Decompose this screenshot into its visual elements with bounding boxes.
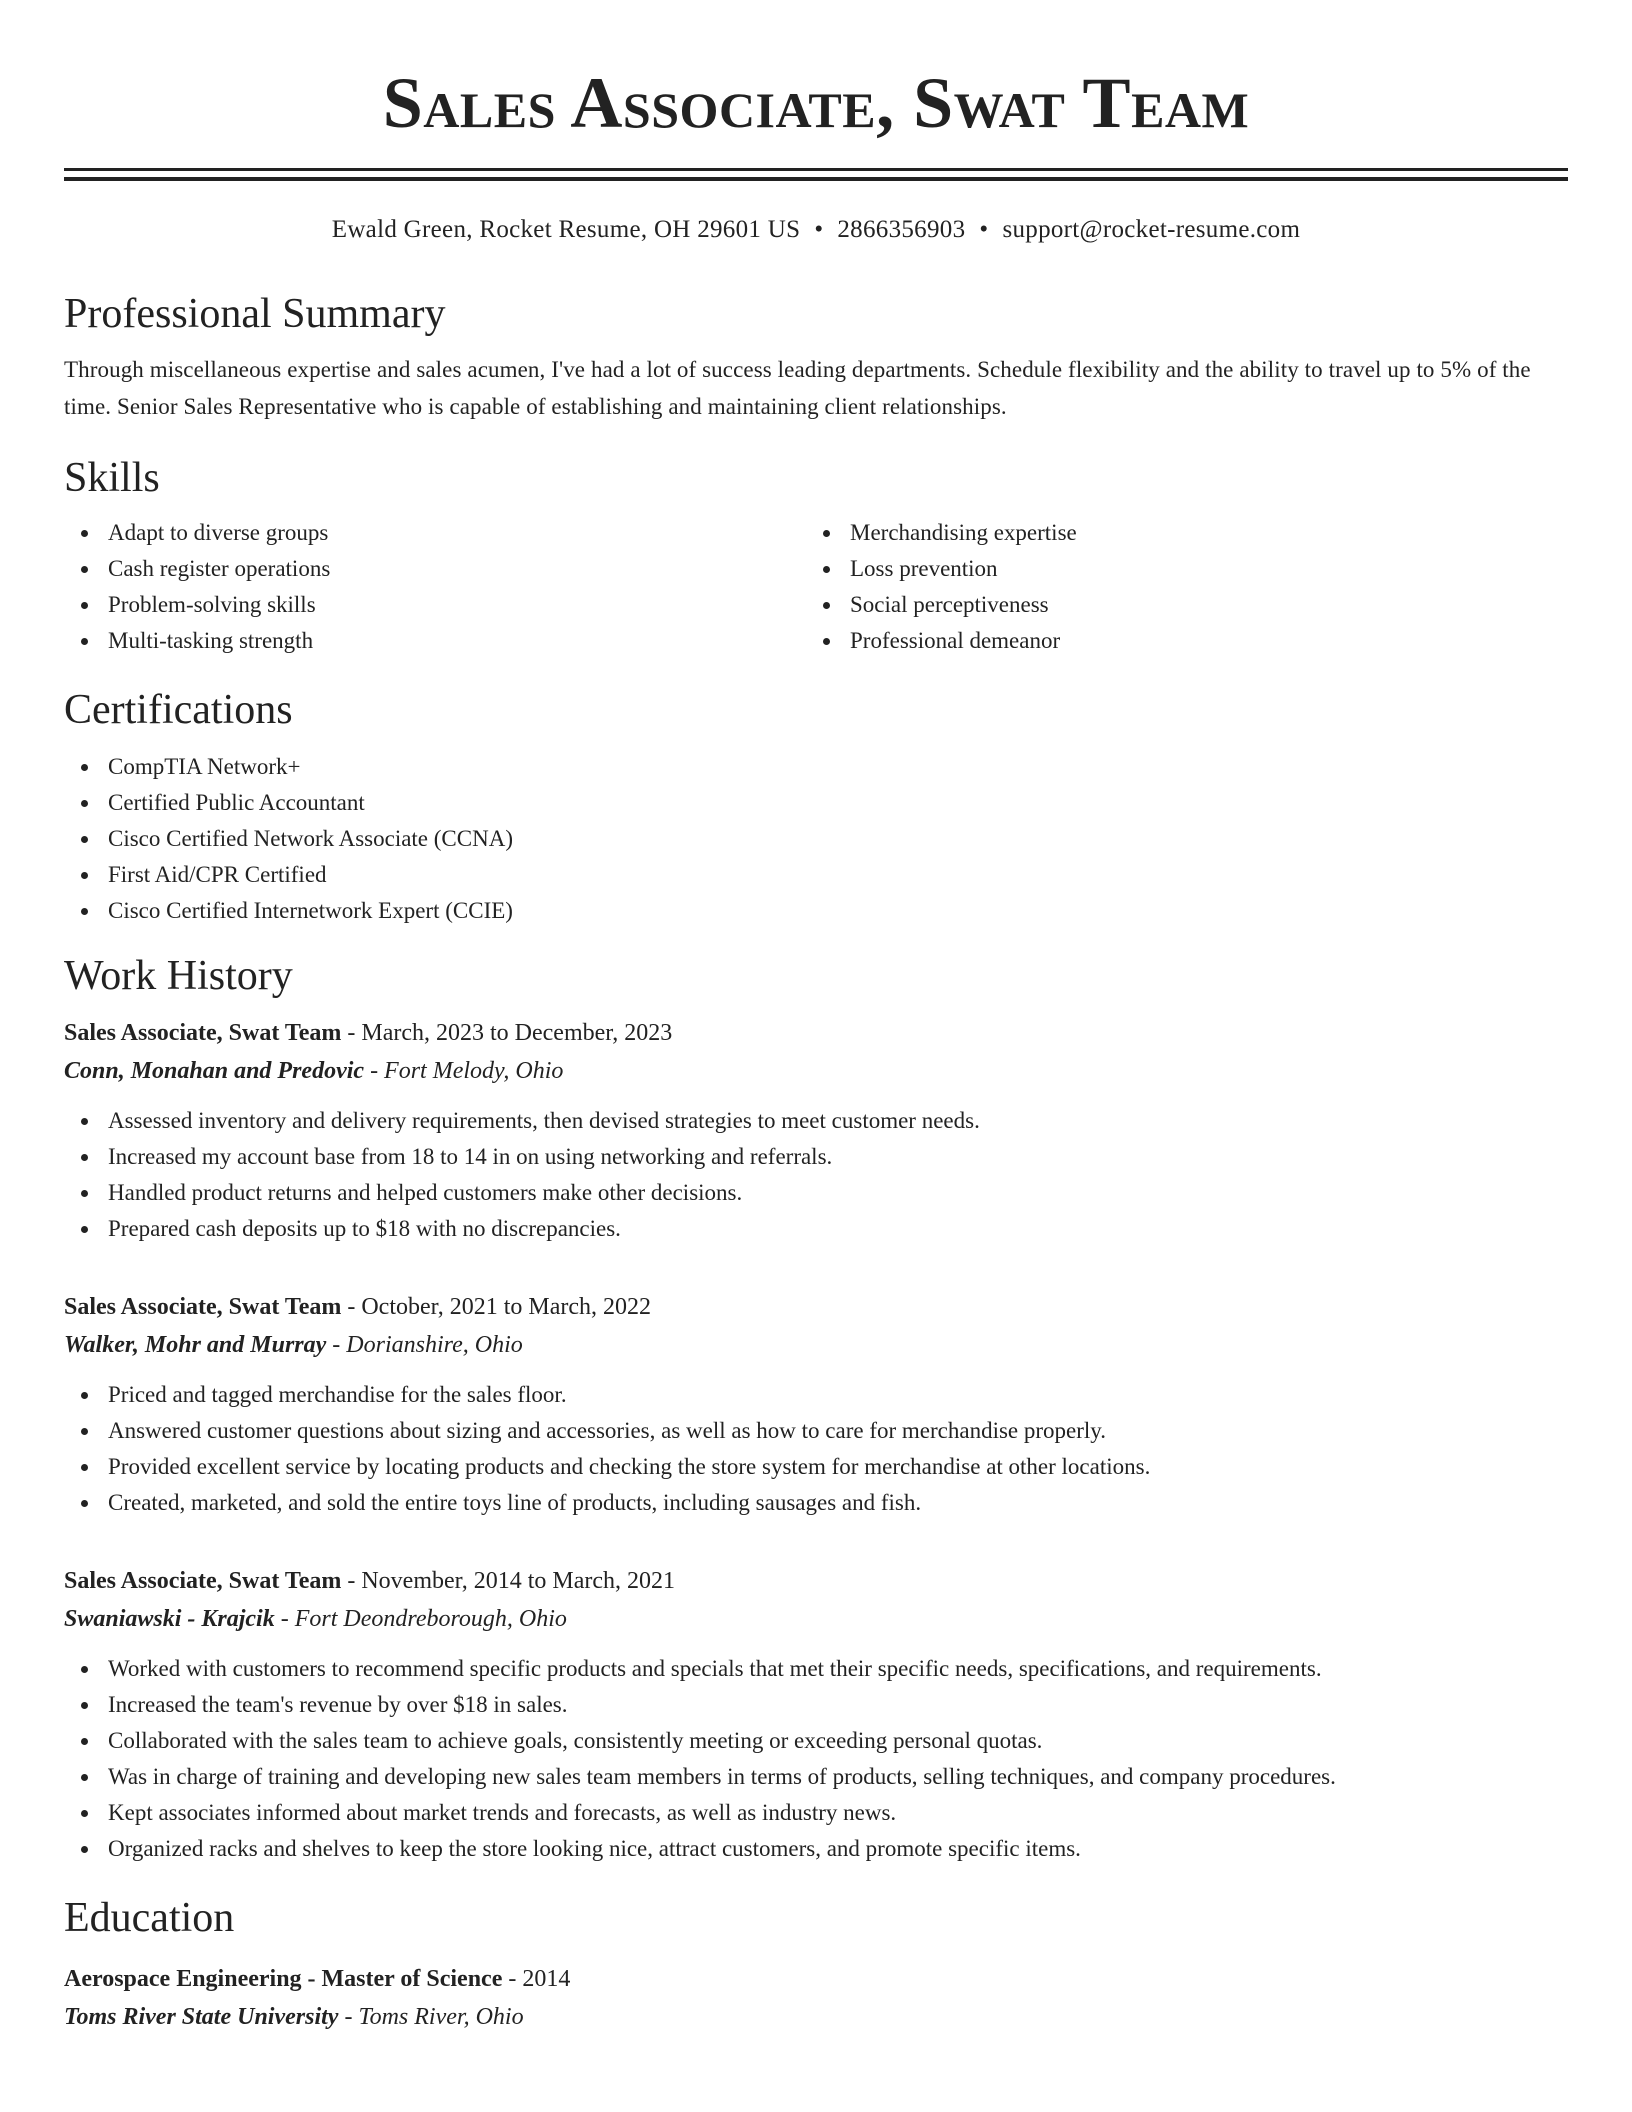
certification-item: First Aid/CPR Certified — [64, 857, 1568, 893]
job-company-line — [64, 1599, 1568, 1639]
job-title: Sales Associate, Swat Team — [64, 1568, 342, 1594]
education-entry — [64, 1961, 1568, 2037]
job-bullet: Collaborated with the sales team to achieve goals, consistently meeting or exceeding personal quotas. — [64, 1723, 1568, 1759]
job-bullet: Priced and tagged merchandise for the sales floor. — [64, 1377, 1568, 1413]
job-bullet: Worked with customers to recommend specific products and specials that met their specific needs, specifications, and requirements. — [64, 1651, 1568, 1687]
work-history-heading: Work History — [64, 953, 293, 999]
certifications-list — [64, 749, 1568, 929]
skills-list-right — [806, 515, 1548, 659]
job-title: Sales Associate, Swat Team — [64, 1294, 342, 1320]
job-company: Swaniawski - Krajcik — [64, 1606, 275, 1632]
education-school: Toms River State University — [64, 2004, 339, 2030]
job-bullet: Answered customer questions about sizing and accessories, as well as how to care for merchandise properly. — [64, 1413, 1568, 1449]
certifications-heading: Certifications — [64, 687, 293, 733]
job-bullet: Kept associates informed about market trends and forecasts, as well as industry news. — [64, 1795, 1568, 1831]
job-title-line — [64, 1563, 1568, 1599]
job-company-line — [64, 1051, 1568, 1091]
resume-page — [64, 0, 1568, 2037]
job-company: Conn, Monahan and Predovic — [64, 1058, 365, 1084]
contact-separator: • — [979, 216, 989, 243]
skill-item: Cash register operations — [64, 551, 806, 587]
job-title: Sales Associate, Swat Team — [64, 1020, 342, 1046]
job-dates: - October, 2021 to March, 2022 — [341, 1294, 651, 1320]
job-dates: - March, 2023 to December, 2023 — [341, 1020, 673, 1046]
summary-text: Through miscellaneous expertise and sales acumen, I've had a lot of success leading departments. Schedule flexibility and the ability to travel up to 5% of the time. Senior Sales Representative who is capable of establishing and maintaining client relationships. — [64, 357, 1531, 419]
title-double-rule — [64, 168, 1568, 181]
certification-item: Cisco Certified Network Associate (CCNA) — [64, 821, 1568, 857]
job-company-line — [64, 1325, 1568, 1365]
job-bullets — [64, 1651, 1568, 1867]
job-company: Walker, Mohr and Murray — [64, 1332, 327, 1358]
job-bullet: Organized racks and shelves to keep the store looking nice, attract customers, and promote specific items. — [64, 1831, 1568, 1867]
certification-item: Certified Public Accountant — [64, 785, 1568, 821]
job-bullet: Provided excellent service by locating products and checking the store system for merchandise at other locations. — [64, 1449, 1568, 1485]
skills-heading: Skills — [64, 455, 160, 501]
job-dates: - November, 2014 to March, 2021 — [341, 1568, 675, 1594]
certification-item: CompTIA Network+ — [64, 749, 1568, 785]
job-entry — [64, 1563, 1568, 1867]
education-degree-line — [64, 1961, 1568, 1997]
resume-title: Sales Associate, Swat Team — [382, 63, 1250, 143]
job-bullet: Handled product returns and helped customers make other decisions. — [64, 1175, 1568, 1211]
job-bullet: Increased the team's revenue by over $18 in sales. — [64, 1687, 1568, 1723]
job-bullets — [64, 1103, 1568, 1247]
job-bullets — [64, 1377, 1568, 1521]
skill-item: Problem-solving skills — [64, 587, 806, 623]
summary-heading: Professional Summary — [64, 291, 446, 337]
education-location: - Toms River, Ohio — [338, 2004, 524, 2030]
contact-address: Ewald Green, Rocket Resume, OH 29601 US — [331, 216, 801, 243]
skill-item: Loss prevention — [806, 551, 1548, 587]
job-title-line — [64, 1289, 1568, 1325]
job-bullet: Prepared cash deposits up to $18 with no discrepancies. — [64, 1211, 1568, 1247]
skills-columns — [64, 515, 1568, 659]
skill-item: Social perceptiveness — [806, 587, 1548, 623]
job-location: - Fort Deondreborough, Ohio — [274, 1606, 567, 1632]
contact-phone: 2866356903 — [837, 216, 966, 243]
contact-separator: • — [814, 216, 824, 243]
skills-list-left — [64, 515, 806, 659]
job-bullet: Assessed inventory and delivery requirements, then devised strategies to meet customer needs. — [64, 1103, 1568, 1139]
job-bullet: Created, marketed, and sold the entire toys line of products, including sausages and fish. — [64, 1485, 1568, 1521]
job-entry — [64, 1015, 1568, 1247]
skill-item: Merchandising expertise — [806, 515, 1548, 551]
job-title-line — [64, 1015, 1568, 1051]
job-location: - Dorianshire, Ohio — [326, 1332, 523, 1358]
contact-line — [64, 215, 1568, 245]
job-entry — [64, 1289, 1568, 1521]
skill-item: Professional demeanor — [806, 623, 1548, 659]
contact-email: support@rocket-resume.com — [1002, 216, 1301, 243]
education-degree: Aerospace Engineering - Master of Science — [64, 1966, 503, 1992]
education-year: - 2014 — [502, 1966, 571, 1992]
education-school-line — [64, 1997, 1568, 2037]
education-heading: Education — [64, 1895, 235, 1941]
certification-item: Cisco Certified Internetwork Expert (CCIE) — [64, 893, 1568, 929]
job-bullet: Increased my account base from 18 to 14 in on using networking and referrals. — [64, 1139, 1568, 1175]
skill-item: Adapt to diverse groups — [64, 515, 806, 551]
job-bullet: Was in charge of training and developing new sales team members in terms of products, selling techniques, and company procedures. — [64, 1759, 1568, 1795]
job-location: - Fort Melody, Ohio — [364, 1058, 564, 1084]
skill-item: Multi-tasking strength — [64, 623, 806, 659]
